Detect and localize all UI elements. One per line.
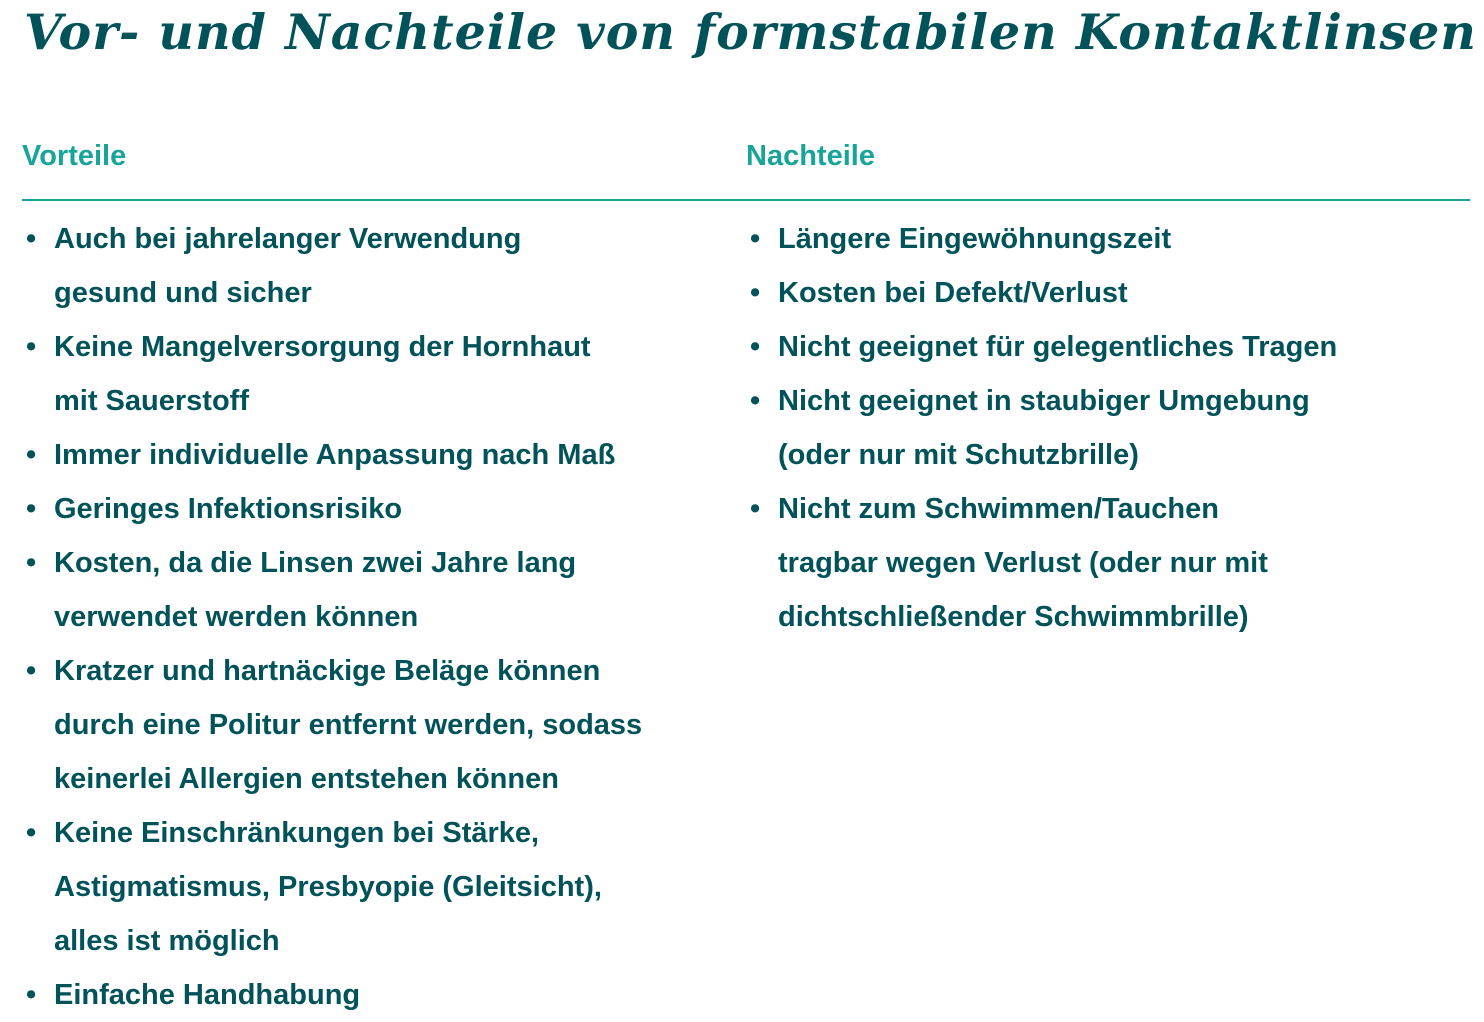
disadvantage-item-text: Nicht geeignet in staubiger Umgebung	[778, 385, 1310, 417]
advantage-item	[26, 482, 726, 536]
disadvantage-item-text: tragbar wegen Verlust (oder nur mit	[778, 547, 1268, 579]
advantage-item	[26, 536, 726, 644]
bullet-icon: •	[750, 331, 761, 363]
advantage-item-text: durch eine Politur entfernt werden, sodass	[54, 709, 643, 741]
disadvantage-item	[750, 320, 1470, 374]
bullet-icon: •	[26, 547, 37, 579]
disadvantage-item	[750, 266, 1470, 320]
disadvantage-item	[750, 374, 1470, 482]
advantage-item-text: Keine Einschränkungen bei Stärke,	[54, 817, 540, 849]
advantage-item-text: Astigmatismus, Presbyopie (Gleitsicht),	[54, 871, 602, 903]
bullet-icon: •	[26, 439, 37, 471]
advantage-item	[26, 212, 726, 320]
advantages-list	[26, 212, 726, 1022]
bullet-icon: •	[26, 331, 37, 363]
bullet-icon: •	[750, 385, 761, 417]
bullet-icon: •	[26, 817, 37, 849]
bullet-icon: •	[26, 493, 37, 525]
advantage-item-text: Immer individuelle Anpassung nach Maß	[54, 439, 616, 471]
advantage-item-text: alles ist möglich	[54, 925, 280, 957]
advantage-item-text: Kratzer und hartnäckige Beläge können	[54, 655, 601, 687]
advantage-item	[26, 806, 726, 968]
advantage-item	[26, 428, 726, 482]
advantage-item-text: Einfache Handhabung	[54, 979, 361, 1011]
bullet-icon: •	[750, 277, 761, 309]
bullet-icon: •	[26, 979, 37, 1011]
disadvantage-item	[750, 482, 1470, 644]
bullet-icon: •	[26, 223, 37, 255]
advantage-item	[26, 320, 726, 428]
bullet-icon: •	[750, 223, 761, 255]
disadvantage-item-text: Nicht zum Schwimmen/Tauchen	[778, 493, 1219, 525]
disadvantages-list	[750, 212, 1470, 644]
advantage-item-text: gesund und sicher	[54, 277, 312, 309]
disadvantage-item	[750, 212, 1470, 266]
disadvantage-item-text: (oder nur mit Schutzbrille)	[778, 439, 1139, 471]
disadvantage-item-text: Längere Eingewöhnungszeit	[778, 223, 1172, 255]
disadvantages-heading: Nachteile	[746, 140, 875, 172]
advantage-item-text: keinerlei Allergien entstehen können	[54, 763, 559, 795]
page-title: Vor- und Nachteile von formstabilen Kontaktlinsen	[24, 3, 1477, 61]
disadvantage-item-text: dichtschließender Schwimmbrille)	[778, 601, 1249, 633]
advantage-item	[26, 644, 726, 806]
advantage-item-text: Auch bei jahrelanger Verwendung	[54, 223, 522, 255]
disadvantage-item-text: Nicht geeignet für gelegentliches Tragen	[778, 331, 1338, 363]
advantage-item-text: Keine Mangelversorgung der Hornhaut	[54, 331, 591, 363]
bullet-icon: •	[26, 655, 37, 687]
advantage-item-text: mit Sauerstoff	[54, 385, 249, 417]
advantage-item	[26, 968, 726, 1022]
advantage-item-text: Kosten, da die Linsen zwei Jahre lang	[54, 547, 577, 579]
disadvantage-item-text: Kosten bei Defekt/Verlust	[778, 277, 1128, 309]
header-divider	[22, 199, 1470, 201]
bullet-icon: •	[750, 493, 761, 525]
advantage-item-text: verwendet werden können	[54, 601, 419, 633]
advantage-item-text: Geringes Infektionsrisiko	[54, 493, 403, 525]
advantages-heading: Vorteile	[22, 140, 127, 172]
